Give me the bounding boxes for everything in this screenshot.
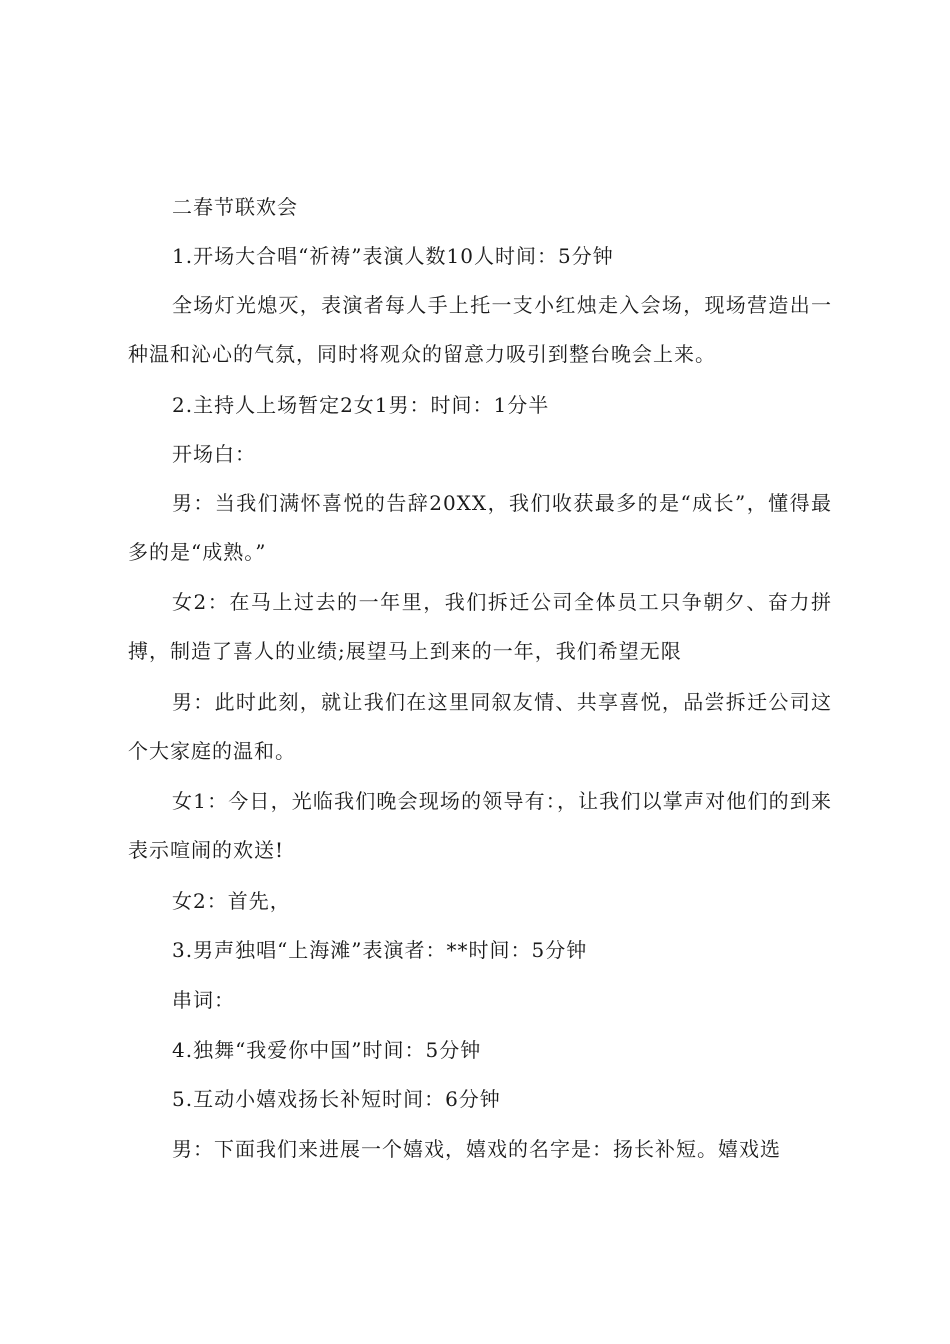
program-item-4: 4.独舞“我爱你中国”时间：5分钟 xyxy=(172,1038,482,1062)
opening-remarks-label: 开场白： xyxy=(172,442,256,466)
program-item-5: 5.互动小嬉戏扬长补短时间：6分钟 xyxy=(172,1087,501,1111)
dialogue-male-3: 男：下面我们来进展一个嬉戏，嬉戏的名字是：扬长补短。嬉戏选 xyxy=(172,1137,781,1161)
dialogue-female2-2: 女2：首先， xyxy=(172,889,291,913)
dialogue-male-1: 男：当我们满怀喜悦的告辞20XX，我们收获最多的是“成长”，懂得最多的是“成熟。” xyxy=(128,491,832,564)
program-item-1: 1.开场大合唱“祈祷”表演人数10人时间：5分钟 xyxy=(172,244,614,268)
section-heading: 二春节联欢会 xyxy=(172,195,298,219)
program-item-2: 2.主持人上场暂定2女1男：时间：1分半 xyxy=(172,393,550,417)
dialogue-female2-1: 女2：在马上过去的一年里，我们拆迁公司全体员工只争朝夕、奋力拼搏，制造了喜人的业绩;展望马上到来的一年，我们希望无限 xyxy=(128,590,832,663)
paragraph-description: 全场灯光熄灭，表演者每人手上托一支小红烛走入会场，现场营造出一种温和沁心的气氛，同时将观众的留意力吸引到整台晚会上来。 xyxy=(128,293,832,366)
program-item-3: 3.男声独唱“上海滩”表演者：**时间：5分钟 xyxy=(172,938,588,962)
dialogue-female1-1: 女1：今日，光临我们晚会现场的领导有：，让我们以掌声对他们的到来表示喧闹的欢送! xyxy=(128,789,832,862)
interlude-label: 串词： xyxy=(172,988,235,1012)
dialogue-male-2: 男：此时此刻，就让我们在这里同叙友情、共享喜悦，品尝拆迁公司这个大家庭的温和。 xyxy=(128,690,832,763)
